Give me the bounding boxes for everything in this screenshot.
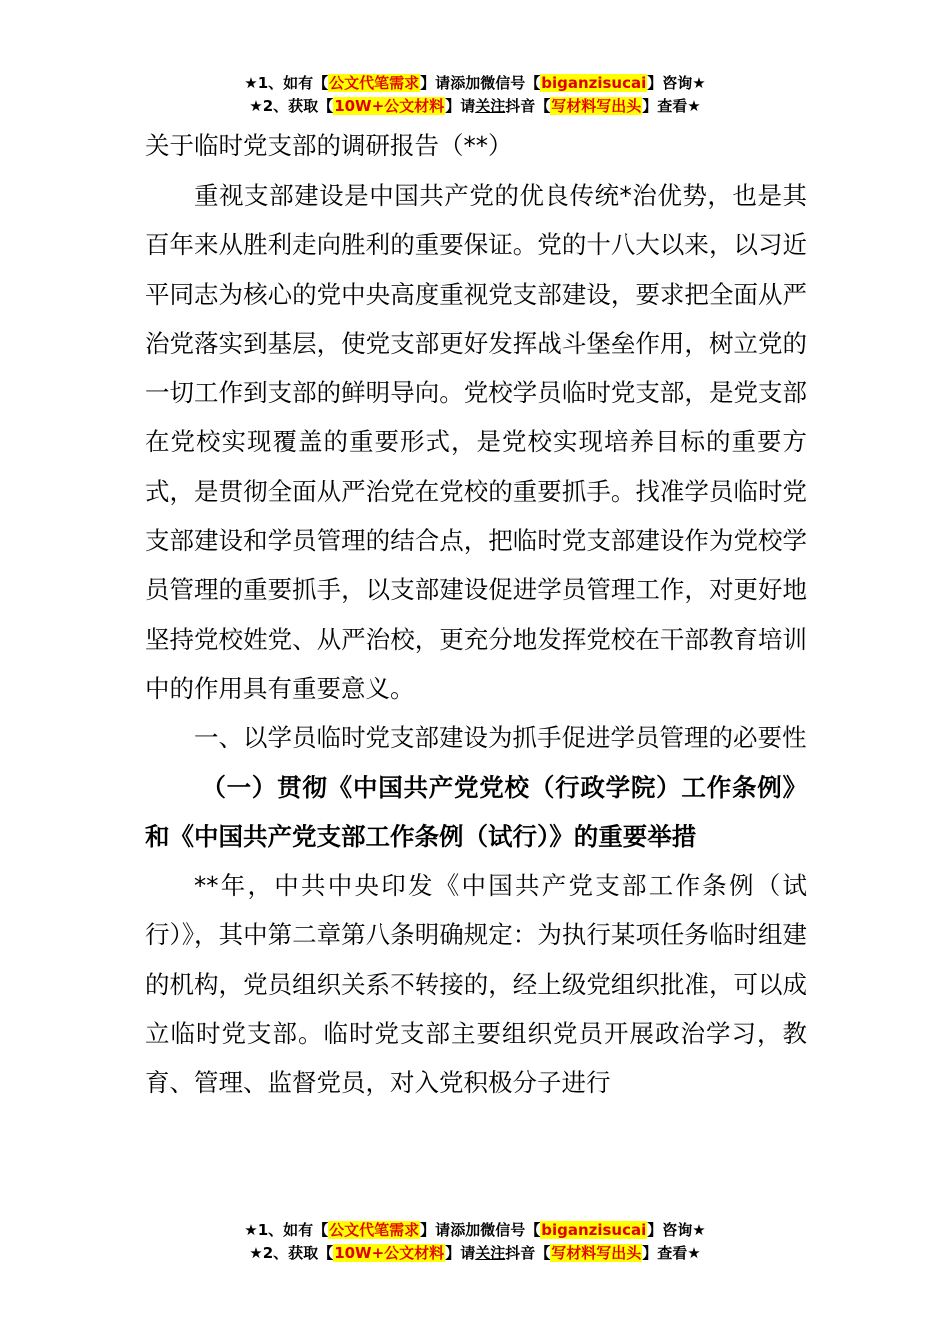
banner-line-2 (0, 95, 950, 118)
banner-text: 关注 (475, 97, 506, 115)
paragraph-intro: 重视支部建设是中国共产党的优良传统*治优势，也是其百年来从胜利走向胜利的重要保证。党的十八大以来，以习近平同志为核心的党中央高度重视党支部建设，要求把全面从严治党落实到基层，使党支部更好发挥战斗堡垒作用，树立党的一切工作到支部的鲜明导向。党校学员临时党支部，是党支部在党校实现覆盖的重要形式，是党校实现培养目标的重要方式，是贯彻全面从严治党在党校的重要抓手。找准学员临时党支部建设和学员管理的结合点，把临时党支部建设作为党校学员管理的重要抓手，以支部建设促进学员管理工作，对更好地坚持党校姓党、从严治校，更充分地发挥党校在干部教育培训中的作用具有重要意义。 (145, 181, 807, 703)
document-title: 关于临时党支部的调研报告（**） (145, 131, 513, 160)
banner-highlight: 10W+公文材料 (334, 97, 445, 115)
banner-text: 添加 (450, 1221, 481, 1239)
paragraph-regulation: **年，中共中央印发《中国共产党支部工作条例（试行）》，其中第二章第八条明确规定：为执行某项任务临时组建的机构，党员组织关系不转接的，经上级党组织批准，可以成立临时党支部。临时党支部主要组织党员开展政治学习，教育、管理、监督党员，对入党积极分子进行 (145, 871, 807, 1098)
banner-highlight: 10W+公文材料 (334, 1244, 445, 1262)
banner-text: ★1、如有【 (244, 74, 329, 92)
banner-text: 】咨询★ (647, 74, 706, 92)
banner-highlight-douyin: 写材料写出头 (551, 1244, 642, 1262)
banner-text: 抖音【 (505, 1244, 551, 1262)
banner-text: 添加 (450, 74, 481, 92)
banner-text: 】咨询★ (647, 1221, 706, 1239)
banner-text: 微信号【 (480, 1221, 541, 1239)
banner-text: ★1、如有【 (244, 1221, 329, 1239)
banner-text: 】查看★ (642, 97, 701, 115)
header-banner (0, 72, 950, 118)
banner-highlight-wechat: biganzisucai (541, 74, 647, 92)
banner-text: ★2、获取【 (249, 97, 334, 115)
banner-text: ★2、获取【 (249, 1244, 334, 1262)
banner-text: 】查看★ (642, 1244, 701, 1262)
footer-line-2 (0, 1242, 950, 1265)
banner-highlight-wechat: biganzisucai (541, 1221, 647, 1239)
footer-line-1 (0, 1219, 950, 1242)
section-heading-1: 一、以学员临时党支部建设为抓手促进学员管理的必要性 (194, 723, 807, 753)
banner-text: 】请 (420, 1221, 451, 1239)
banner-text: 关注 (475, 1244, 506, 1262)
banner-line-1 (0, 72, 950, 95)
banner-highlight-douyin: 写材料写出头 (551, 97, 642, 115)
banner-text: 】请 (445, 97, 476, 115)
banner-text: 抖音【 (505, 97, 551, 115)
banner-highlight: 公文代笔需求 (329, 74, 420, 92)
document-body (145, 127, 807, 1108)
banner-text: 微信号【 (480, 74, 541, 92)
subsection-heading-1: （一）贯彻《中国共产党党校（行政学院）工作条例》和《中国共产党支部工作条例（试行）》的重要举措 (145, 772, 807, 851)
banner-text: 】请 (445, 1244, 476, 1262)
banner-text: 】请 (420, 74, 451, 92)
banner-highlight: 公文代笔需求 (329, 1221, 420, 1239)
footer-banner (0, 1219, 950, 1265)
